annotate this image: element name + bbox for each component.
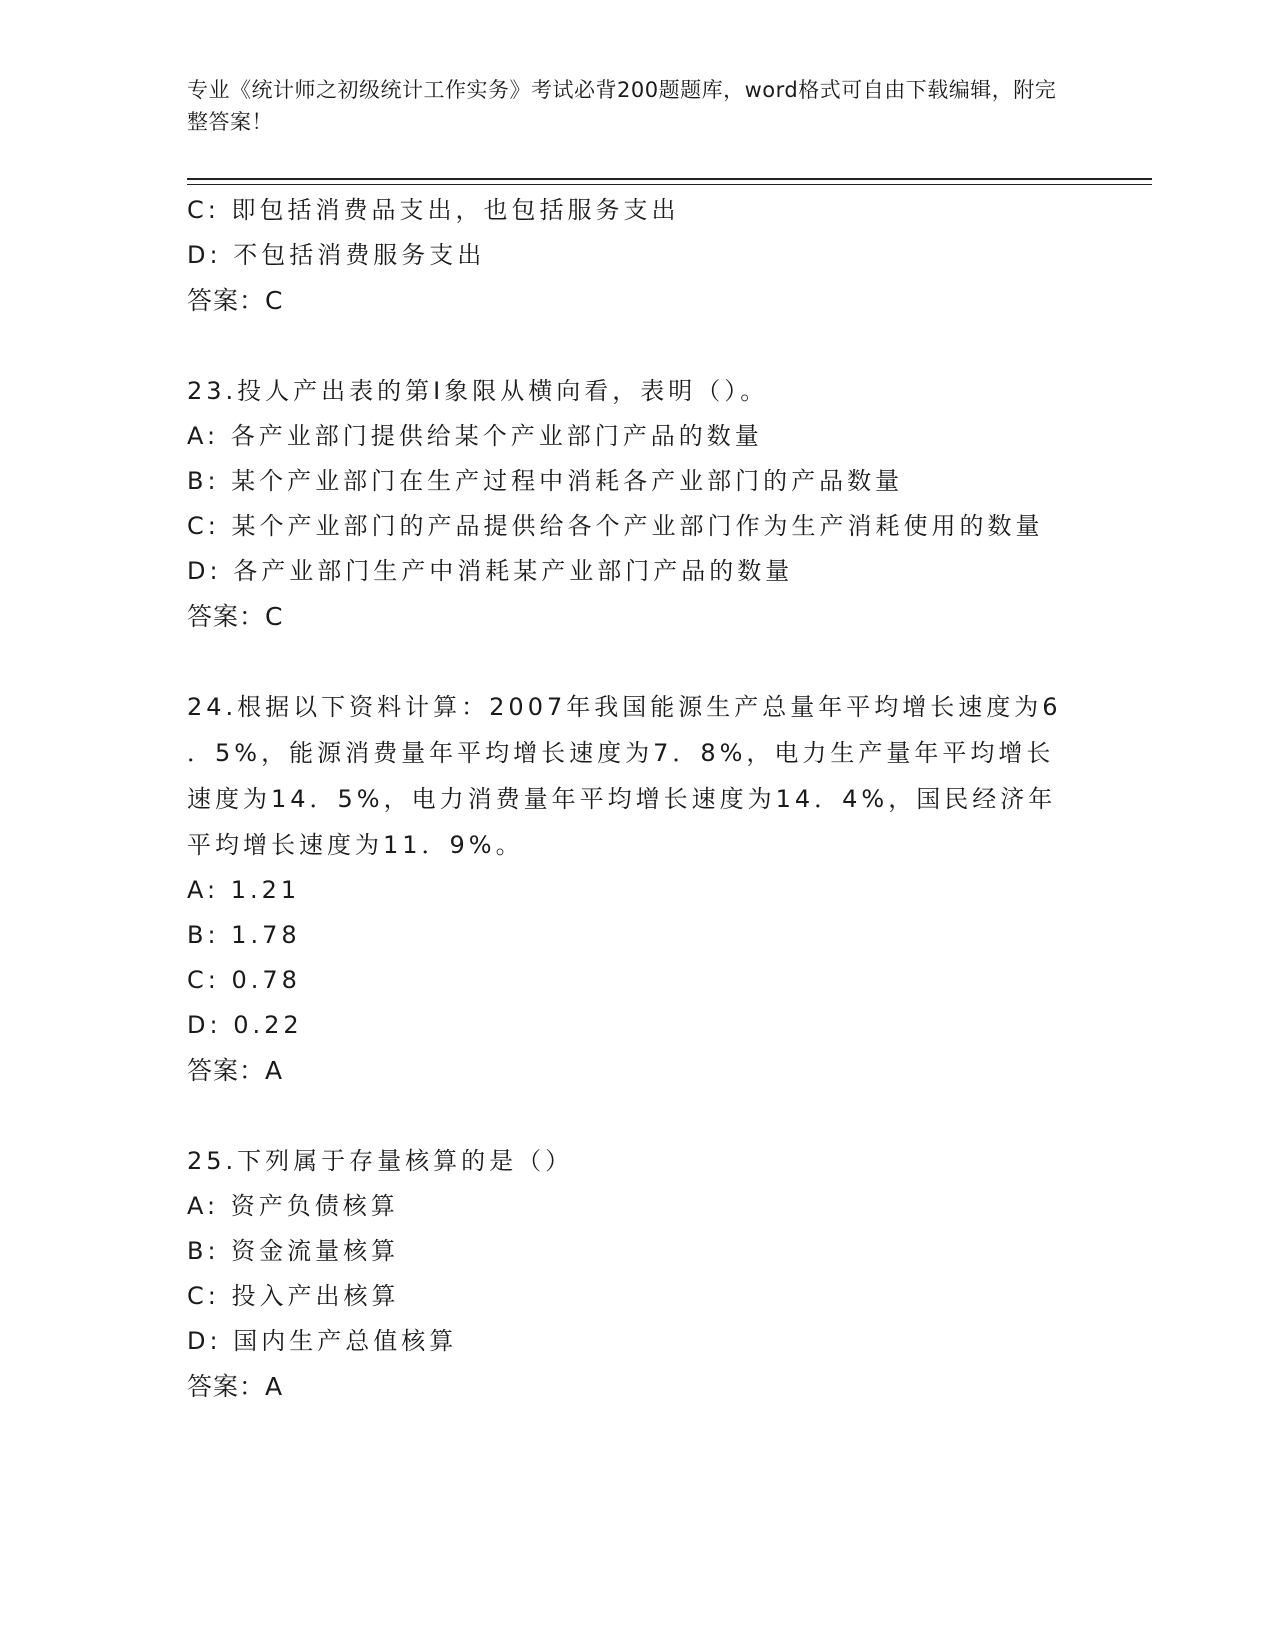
option-c: C: 某个产业部门的产品提供给各个产业部门作为生产消耗使用的数量 xyxy=(187,512,1044,540)
option-b: B: 1.78 xyxy=(187,921,301,949)
question-stem-line-3: 速度为14．5%，电力消费量年平均增长速度为14．4%，国民经济年 xyxy=(187,785,1057,813)
option-a: A: 资产负债核算 xyxy=(187,1192,399,1220)
option-d: D: 国内生产总值核算 xyxy=(187,1327,458,1355)
question-stem: 23.投人产出表的第Ⅰ象限从横向看，表明（）。 xyxy=(187,377,769,405)
question-stem-line-1: 24.根据以下资料计算：2007年我国能源生产总量年平均增长速度为6 xyxy=(187,693,1062,721)
option-a: A: 1.21 xyxy=(187,876,301,904)
option-c: C: 即包括消费品支出，也包括服务支出 xyxy=(187,196,680,224)
question-stem: 25.下列属于存量核算的是（） xyxy=(187,1147,574,1175)
document-header: 专业《统计师之初级统计工作实务》考试必背200题题库，word格式可自由下载编辑，附完整答案！ xyxy=(187,78,1057,134)
question-stem-line-2: ．5%，能源消费量年平均增长速度为7．8%，电力生产量年平均增长 xyxy=(187,739,1055,767)
option-d: D: 不包括消费服务支出 xyxy=(187,241,486,269)
option-d: D: 各产业部门生产中消耗某产业部门产品的数量 xyxy=(187,557,794,585)
document-body xyxy=(187,188,1087,1409)
question-25 xyxy=(187,1138,1087,1409)
option-b: B: 资金流量核算 xyxy=(187,1237,400,1265)
answer: 答案：C xyxy=(187,602,284,631)
question-22-tail xyxy=(187,188,1087,323)
answer: 答案：A xyxy=(187,1372,284,1401)
option-d: D: 0.22 xyxy=(187,1011,303,1039)
option-b: B: 某个产业部门在生产过程中消耗各产业部门的产品数量 xyxy=(187,467,904,495)
spacer xyxy=(187,639,1087,684)
question-24 xyxy=(187,684,1087,1093)
option-a: A: 各产业部门提供给某个产业部门产品的数量 xyxy=(187,422,763,450)
question-stem-line-4: 平均增长速度为11．9%。 xyxy=(187,831,524,859)
spacer xyxy=(187,1093,1087,1138)
option-c: C: 投入产出核算 xyxy=(187,1282,400,1310)
header-rule-thin xyxy=(187,184,1152,185)
answer: 答案：A xyxy=(187,1056,284,1085)
option-c: C: 0.78 xyxy=(187,966,301,994)
answer: 答案：C xyxy=(187,286,284,315)
question-23 xyxy=(187,368,1087,639)
spacer xyxy=(187,323,1087,368)
header-rule-thick xyxy=(187,178,1152,180)
